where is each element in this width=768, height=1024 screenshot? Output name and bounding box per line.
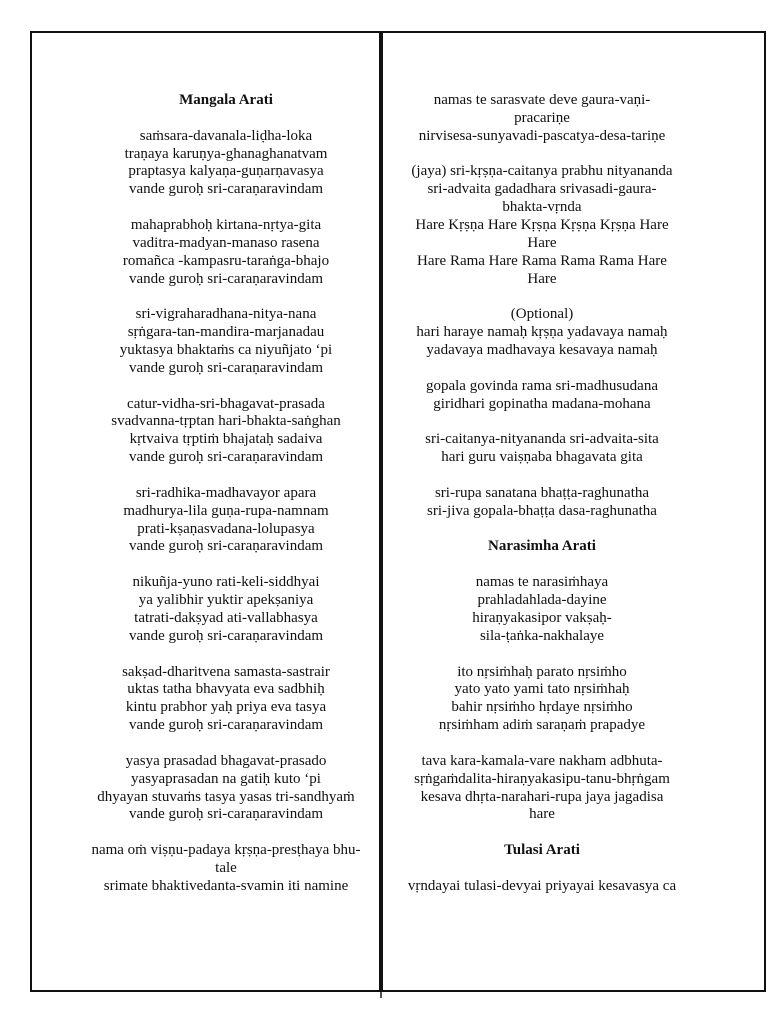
verse-line: sri-advaita gadadhara srivasadi-gaura- <box>427 181 657 198</box>
prayer-block <box>392 485 692 521</box>
verse-line: nama oṁ viṣṇu-padaya kṛṣṇa-presṭhaya bhu- <box>91 842 361 859</box>
verse-line: kṛtvaiva tṛptiṁ bhajataḥ sadaiva <box>129 431 323 448</box>
verse-line: sri-jiva gopala-bhaṭṭa dasa-raghunatha <box>427 502 657 519</box>
stanza <box>76 396 376 467</box>
verse-line: vaditra-madyan-manaso rasena <box>132 234 320 251</box>
verse-line: yasyaprasadan na gatiḥ kuto ‘pi <box>131 770 321 787</box>
verse-line: madhurya-lila guṇa-rupa-namnam <box>123 502 329 519</box>
prayer-block <box>392 431 692 467</box>
stanza <box>76 217 376 288</box>
verse-line: vande guroḥ sri-caraṇaravindam <box>128 717 324 734</box>
verse-line: vṛndayai tulasi-devyai priyayai kesavasya ca <box>407 877 677 894</box>
verse-line: hiraṇyakasipor vakṣaḥ- <box>472 609 612 626</box>
verse-line: sṛṅgaṁdalita-hiraṇyakasipu-tanu-bhṛṅgam <box>414 770 670 787</box>
verse-line: sakṣad-dharitvena samasta-sastrair <box>122 663 330 680</box>
verse-line: saṁsara-davanala-liḍha-loka <box>139 127 313 144</box>
verse-line: romañca -kampasru-taraṅga-bhajo <box>122 252 330 269</box>
verse-line: tatrati-dakṣyad ati-vallabhasya <box>134 609 318 626</box>
prayer-block <box>392 92 692 146</box>
verse-line: srimate bhaktivedanta-svamin iti namine <box>103 877 349 894</box>
stanza <box>392 753 692 824</box>
verse-line: (Optional) <box>510 306 574 323</box>
verse-line: nikuñja-yuno rati-keli-siddhyai <box>132 574 320 591</box>
verse-line: ya yalibhir yuktir apekṣaniya <box>138 592 314 609</box>
verse-line: Hare <box>527 234 557 251</box>
verse-line: sila-ṭaṅka-nakhalaye <box>479 627 605 644</box>
verse-line: bhakta-vṛnda <box>502 199 582 216</box>
verse-line: traṇaya karuṇya-ghanaghanatvam <box>124 145 328 162</box>
verse-line: hari haraye namaḥ kṛṣṇa yadavaya namaḥ <box>416 324 668 341</box>
verse-line: ito nṛsiṁhaḥ parato nṛsiṁho <box>457 663 627 680</box>
verse-line: sri-caitanya-nityananda sri-advaita-sita <box>425 431 659 448</box>
verse-line: gopala govinda rama sri-madhusudana <box>425 377 658 394</box>
verse-line: yuktasya bhaktaṁs ca niyuñjato ‘pi <box>119 342 333 359</box>
verse-line: vande guroḥ sri-caraṇaravindam <box>128 270 324 287</box>
prayer-block <box>392 378 692 414</box>
verse-line: (jaya) sri-kṛṣṇa-caitanya prabhu nityananda <box>411 163 673 180</box>
verse-line: namas te sarasvate deve gaura-vaṇi- <box>433 92 651 108</box>
verse-line: vande guroḥ sri-caraṇaravindam <box>128 627 324 644</box>
verse-line: vande guroḥ sri-caraṇaravindam <box>128 359 324 376</box>
stanza <box>76 574 376 645</box>
verse-line: giridhari gopinatha madana-mohana <box>433 395 651 412</box>
verse-line: Hare Rama Hare Rama Rama Rama Hare <box>417 252 667 269</box>
verse-line: yasya prasadad bhagavat-prasado <box>125 752 327 769</box>
section-title-tulasi-arati: Tulasi Arati <box>504 842 580 859</box>
stanza <box>392 664 692 735</box>
stanza <box>392 574 692 645</box>
verse-line: nirvisesa-sunyavadi-pascatya-desa-tariṇe <box>418 127 666 144</box>
verse-line: namas te narasiṁhaya <box>475 574 609 591</box>
pranati-verse <box>76 842 376 896</box>
verse-line: sri-rupa sanatana bhaṭṭa-raghunatha <box>434 484 650 501</box>
verse-line: vande guroḥ sri-caraṇaravindam <box>128 449 324 466</box>
verse-line: pracariṇe <box>514 109 570 126</box>
verse-line: vande guroḥ sri-caraṇaravindam <box>128 181 324 198</box>
verse-line: sri-radhika-madhavayor apara <box>135 484 317 501</box>
verse-line: sṛṅgara-tan-mandira-marjanadau <box>127 324 325 341</box>
verse-line: sri-vigraharadhana-nitya-nana <box>135 306 317 323</box>
verse-line: hare <box>529 806 555 823</box>
right-column <box>392 92 692 914</box>
verse-line: vande guroḥ sri-caraṇaravindam <box>128 538 324 555</box>
prayer-block <box>392 163 692 288</box>
verse-line: yato yato yami tato nṛsiṁhaḥ <box>454 681 630 698</box>
verse-line: kesava dhṛta-narahari-rupa jaya jagadisa <box>420 788 664 805</box>
stanza <box>76 753 376 824</box>
section-title-narasimha-arati: Narasimha Arati <box>488 538 596 555</box>
verse-line: uktas tatha bhavyata eva sadbhiḥ <box>127 681 325 698</box>
prayer-block <box>392 306 692 360</box>
verse-line: nṛsiṁham adiṁ saraṇaṁ prapadye <box>438 717 646 734</box>
verse-line: svadvanna-tṛptan hari-bhakta-saṅghan <box>111 413 341 430</box>
verse-line: mahaprabhoḥ kirtana-nṛtya-gita <box>130 217 322 234</box>
verse-line: tale <box>215 859 237 876</box>
stanza <box>76 485 376 556</box>
verse-line: bahir nṛsiṁho hṛdaye nṛsiṁho <box>451 699 633 716</box>
column-divider-tail <box>380 992 382 998</box>
verse-line: praptasya kalyaṇa-guṇarṇavasya <box>128 163 324 180</box>
stanza <box>76 306 376 377</box>
stanza <box>392 878 692 896</box>
verse-line: tava kara-kamala-vare nakham adbhuta- <box>421 752 663 769</box>
verse-line: yadavaya madhavaya kesavaya namaḥ <box>426 342 658 359</box>
verse-line: hari guru vaiṣṇaba bhagavata gita <box>441 449 643 466</box>
verse-line: kintu prabhor yaḥ priya eva tasya <box>125 699 327 716</box>
verse-line: dhyayan stuvaṁs tasya yasas tri-sandhyaṁ <box>97 788 355 805</box>
stanza <box>76 128 376 199</box>
stanza <box>76 664 376 735</box>
verse-line: Hare <box>527 270 557 287</box>
verse-line: prati-kṣaṇasvadana-lolupasya <box>137 520 315 537</box>
section-title-mangala-arati: Mangala Arati <box>179 92 273 108</box>
verse-line: catur-vidha-sri-bhagavat-prasada <box>127 395 325 412</box>
left-column <box>76 92 376 914</box>
verse-line: Hare Kṛṣṇa Hare Kṛṣṇa Kṛṣṇa Kṛṣṇa Hare <box>415 217 669 234</box>
verse-line: prahladahlada-dayine <box>477 592 607 609</box>
verse-line: vande guroḥ sri-caraṇaravindam <box>128 806 324 823</box>
